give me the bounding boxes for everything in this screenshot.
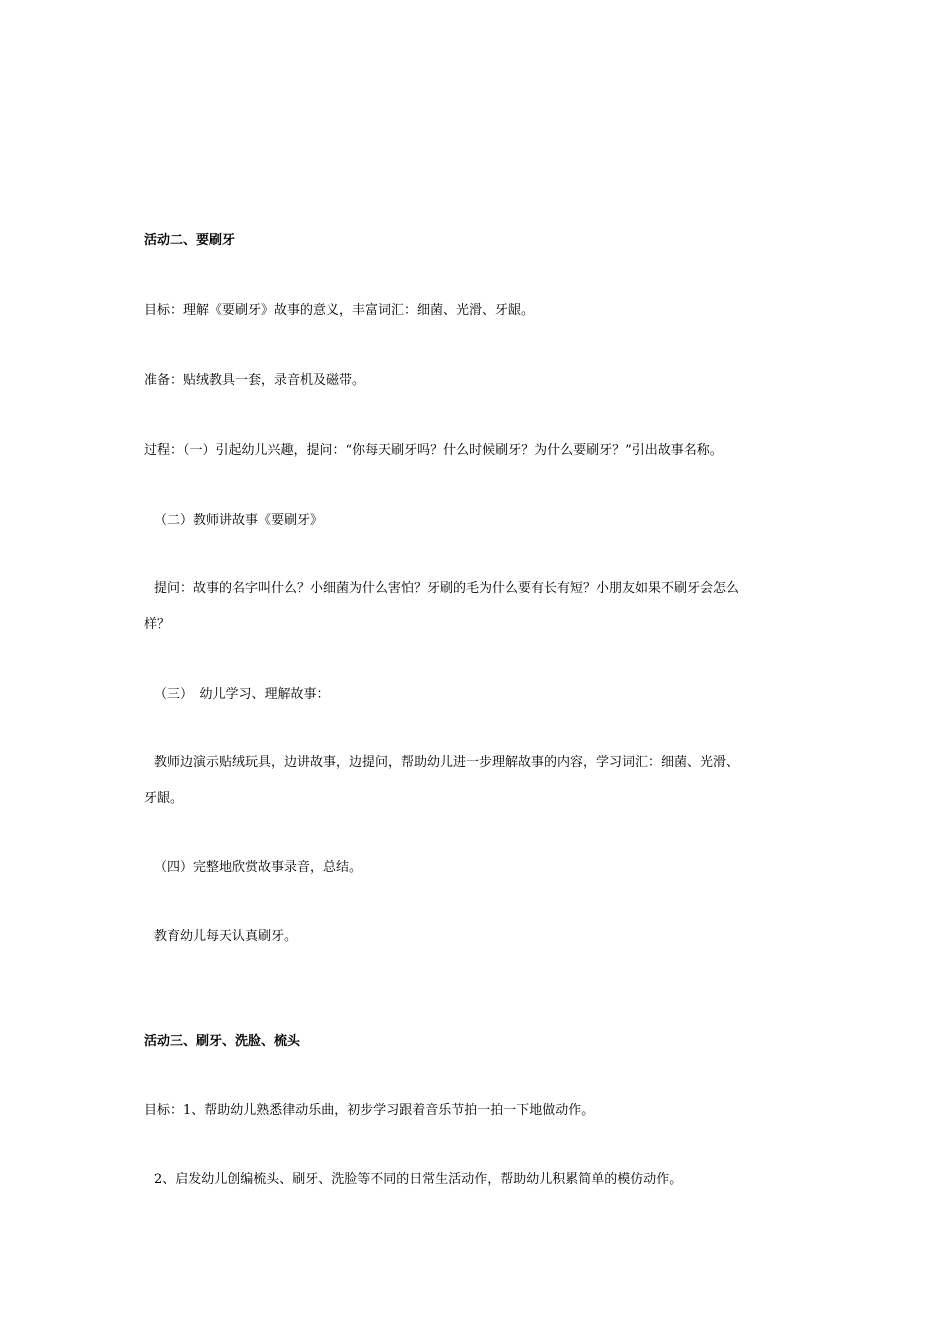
activity2-questions-line1: 提问：故事的名字叫什么？小细菌为什么害怕？牙刷的毛为什么要有长有短？小朋友如果不刷牙会怎么 bbox=[154, 581, 740, 596]
activity2-step3: （三） 幼儿学习、理解故事： bbox=[154, 687, 330, 702]
activity2-title: 活动二、要刷牙 bbox=[144, 233, 236, 248]
activity2-step2: （二）教师讲故事《要刷牙》 bbox=[154, 513, 324, 528]
activity2-questions-line2: 样？ bbox=[144, 617, 171, 632]
activity2-process: 过程：（一）引起幼儿兴趣，提问：“你每天刷牙吗？什么时候刷牙？为什么要刷牙？”引出故事名称。 bbox=[144, 443, 723, 458]
activity3-goal2: 2、启发幼儿创编梳头、刷牙、洗脸等不同的日常生活动作，帮助幼儿积累简单的模仿动作。 bbox=[154, 1172, 683, 1187]
activity2-education: 教育幼儿每天认真刷牙。 bbox=[154, 929, 298, 944]
activity3-goal1: 目标：1、帮助幼儿熟悉律动乐曲，初步学习跟着音乐节拍一拍一下地做动作。 bbox=[144, 1103, 595, 1118]
activity2-prep: 准备：贴绒教具一套，录音机及磁带。 bbox=[144, 373, 366, 388]
activity2-step4: （四）完整地欣赏故事录音，总结。 bbox=[154, 860, 363, 875]
activity2-step3-detail-line1: 教师边演示贴绒玩具，边讲故事，边提问，帮助幼儿进一步理解故事的内容，学习词汇：细菌、光滑、 bbox=[154, 755, 740, 770]
activity3-title: 活动三、刷牙、洗脸、梳头 bbox=[144, 1034, 301, 1049]
activity2-step3-detail-line2: 牙龈。 bbox=[144, 791, 184, 806]
activity2-goal: 目标：理解《要刷牙》故事的意义，丰富词汇：细菌、光滑、牙龈。 bbox=[144, 303, 535, 318]
